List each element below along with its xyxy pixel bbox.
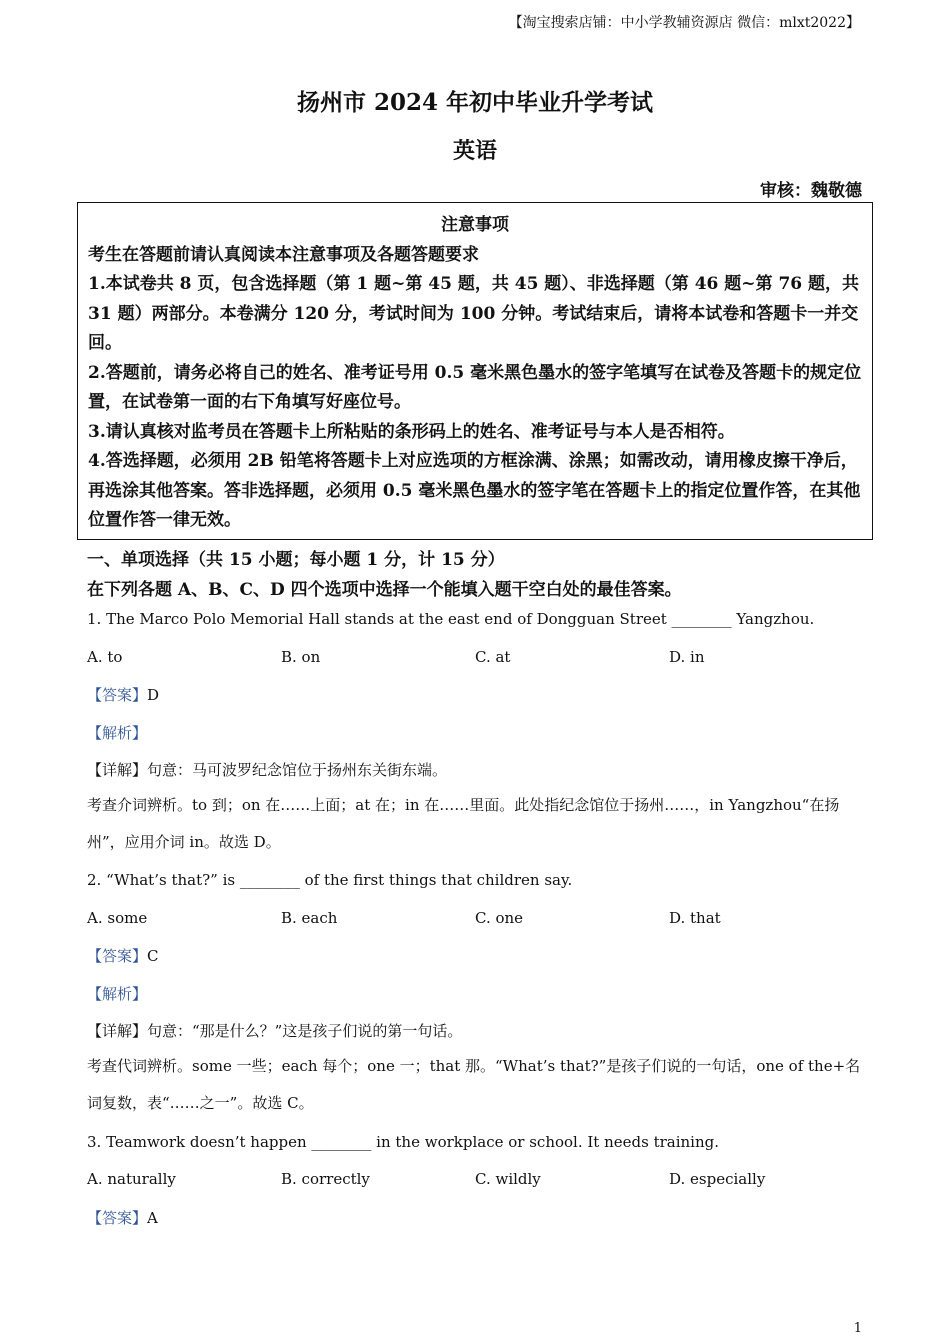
detail-line <box>87 759 447 780</box>
question-stem: 3. Teamwork doesn’t happen ________ in the workplace or school. It needs training. <box>87 1133 720 1151</box>
notice-line: 2.答题前，请务必将自己的姓名、准考证号用 0.5 毫米黑色墨水的签字笔填写在试卷及答题卡的规定位置，在试卷第一面的右下角填写好座位号。 <box>88 362 862 412</box>
option-c: C. wildly <box>475 1170 541 1188</box>
answer-line <box>87 684 159 705</box>
detail-line <box>87 1020 462 1041</box>
answer-value: A <box>147 1209 158 1227</box>
question-stem: 1. The Marco Polo Memorial Hall stands at the east end of Dongguan Street ________ Yangzhou. <box>87 610 815 628</box>
option-a: A. some <box>87 909 148 927</box>
explanation-text: 考查代词辨析。some 一些；each 每个；one 一；that 那。“What’s that?”是孩子们说的一句话，one of the+名词复数，表“……之一”。故选 C。 <box>87 1057 861 1112</box>
analysis-label: 【解析】 <box>87 985 148 1003</box>
notice-box <box>77 202 873 540</box>
notice-line: 4.答选择题，必须用 2B 铅笔将答题卡上对应选项的方框涂满、涂黑；如需改动，请用橡皮擦干净后，再选涂其他答案。答非选择题，必须用 0.5 毫米黑色墨水的签字笔在答题卡上的指定位置作答，在其他位置作答一律无效。 <box>88 451 861 530</box>
answer-label: 【答案】 <box>87 686 148 704</box>
section-heading: 一、单项选择（共 15 小题；每小题 1 分，计 15 分） <box>87 550 505 570</box>
option-d: D. especially <box>669 1170 766 1188</box>
analysis-line <box>87 722 147 743</box>
option-a: A. to <box>87 648 123 666</box>
option-c: C. at <box>475 648 511 666</box>
answer-value: D <box>147 686 160 704</box>
detail-text: 句意：马可波罗纪念馆位于扬州东关街东端。 <box>147 761 448 779</box>
answer-line <box>87 945 159 966</box>
option-a: A. naturally <box>87 1170 176 1188</box>
analysis-line <box>87 983 147 1004</box>
answer-label: 【答案】 <box>87 947 148 965</box>
section-instruction: 在下列各题 A、B、C、D 四个选项中选择一个能填入题干空白处的最佳答案。 <box>87 580 682 600</box>
reviewer: 审核：魏敬德 <box>760 181 862 201</box>
page-number: 1 <box>853 1321 862 1336</box>
exam-subject: 英语 <box>452 138 497 164</box>
detail-label: 【详解】 <box>87 1022 148 1040</box>
answer-line <box>87 1207 158 1228</box>
notice-heading: 注意事项 <box>441 215 509 235</box>
option-b: B. correctly <box>281 1170 370 1188</box>
option-b: B. on <box>281 648 321 666</box>
notice-line: 考生在答题前请认真阅读本注意事项及各题答题要求 <box>88 244 479 265</box>
answer-label: 【答案】 <box>87 1209 148 1227</box>
answer-value: C <box>147 947 159 965</box>
header-note: 【淘宝搜索店铺：中小学教辅资源店 微信：mlxt2022】 <box>508 15 860 31</box>
question-stem: 2. “What’s that?” is ________ of the first things that children say. <box>87 871 573 889</box>
exam-title: 扬州市 2024 年初中毕业升学考试 <box>296 89 654 116</box>
explanation-text: 考查介词辨析。to 到；on 在……上面；at 在；in 在……里面。此处指纪念馆位于扬州……，in Yangzhou“在扬州”，应用介词 in。故选 D。 <box>87 796 840 851</box>
detail-text: 句意：“那是什么？”这是孩子们说的第一句话。 <box>147 1022 463 1040</box>
notice-line: 1.本试卷共 8 页，包含选择题（第 1 题~第 45 题，共 45 题）、非选择题（第 46 题~第 76 题，共 31 题）两部分。本卷满分 120 分，考试时间为 100 分钟。考试结束后，请将本试卷和答题卡一并交回。 <box>88 274 860 353</box>
option-b: B. each <box>281 909 338 927</box>
option-d: D. that <box>669 909 721 927</box>
option-d: D. in <box>669 648 705 666</box>
analysis-label: 【解析】 <box>87 724 148 742</box>
option-c: C. one <box>475 909 524 927</box>
notice-line: 3.请认真核对监考员在答题卡上所粘贴的条形码上的姓名、准考证号与本人是否相符。 <box>88 421 735 442</box>
detail-label: 【详解】 <box>87 761 148 779</box>
